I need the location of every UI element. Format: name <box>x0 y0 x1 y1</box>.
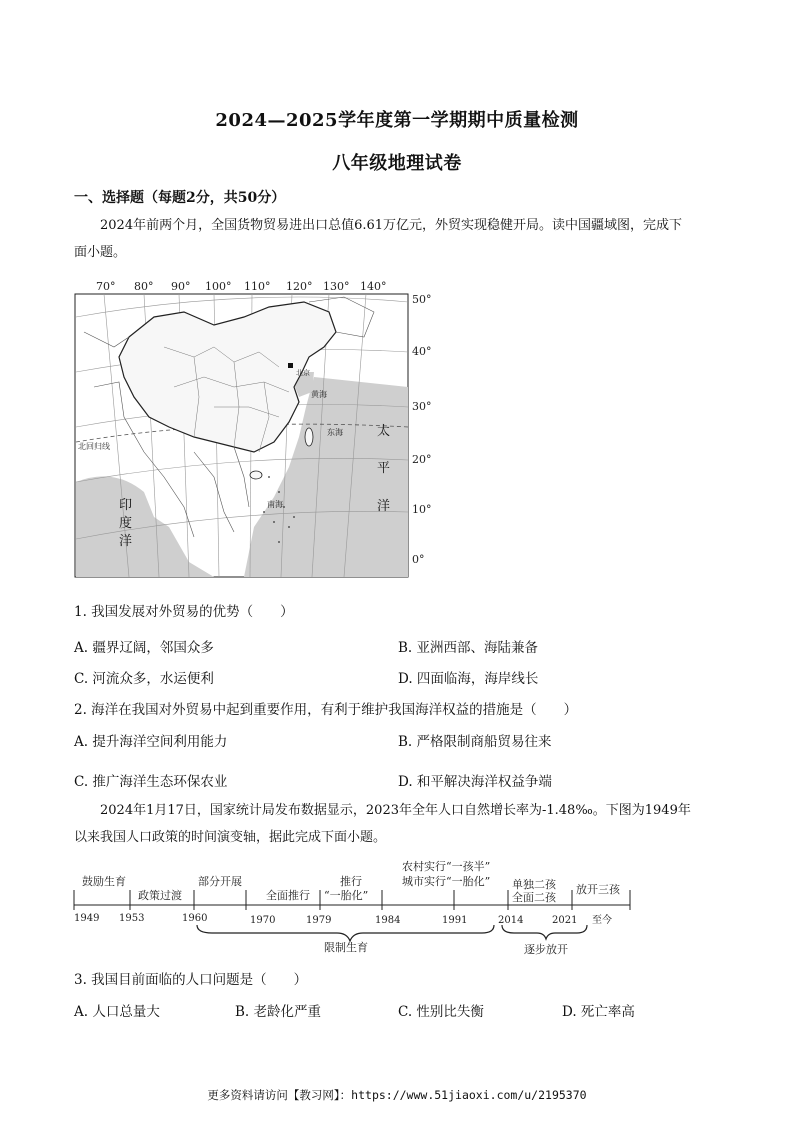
lon-label: 100° <box>205 280 232 293</box>
year-label: 1970 <box>250 915 276 926</box>
phase-label: 放开三孩 <box>576 883 620 896</box>
intro-passage-2 <box>74 797 724 851</box>
intro-passage-1 <box>74 212 724 266</box>
lon-label: 110° <box>244 280 271 293</box>
exam-subtitle: 八年级地理试卷 <box>332 153 462 174</box>
pacific-char: 太 <box>377 424 391 439</box>
exam-title: 2024—2025学年度第一学期期中质量检测 <box>215 110 579 131</box>
intro-passage-1-line2: 面小题。 <box>74 245 127 260</box>
lon-label: 140° <box>360 280 387 293</box>
year-label: 1979 <box>306 915 332 926</box>
year-label: 1949 <box>74 913 100 924</box>
q2-option-a[interactable]: A. 提升海洋空间利用能力 <box>74 734 228 750</box>
year-label: 1984 <box>375 915 401 926</box>
lon-label: 130° <box>323 280 350 293</box>
population-policy-timeline <box>72 855 642 955</box>
pacific-char: 平 <box>377 461 391 476</box>
lat-label: 0° <box>412 553 425 566</box>
lon-label: 70° <box>96 280 116 293</box>
pacific-char: 洋 <box>377 499 391 514</box>
intro-passage-1-line1: 2024年前两个月，全国货物贸易进出口总值6.61万亿元，外贸实现稳健开局。读中国疆域图，完成下 <box>100 218 683 233</box>
q1-option-b[interactable]: B. 亚洲西部、海陆兼备 <box>398 640 539 656</box>
brace-label-relax: 逐步放开 <box>524 943 568 955</box>
capital-marker <box>288 363 293 368</box>
lat-label: 10° <box>412 503 432 516</box>
q1-option-a[interactable]: A. 疆界辽阔，邻国众多 <box>74 640 214 656</box>
lat-label: 30° <box>412 400 432 413</box>
q2-option-b[interactable]: B. 严格限制商船贸易往来 <box>398 734 552 750</box>
q3-option-c[interactable]: C. 性别比失衡 <box>398 1004 484 1020</box>
sea-label-east: 东海 <box>327 428 343 437</box>
lat-label: 20° <box>412 453 432 466</box>
sea-label-yellow: 黄海 <box>311 390 327 399</box>
intro-passage-2-line2: 以来我国人口政策的时间演变轴，据此完成下面小题。 <box>74 830 387 845</box>
phase-label: 全面推行 <box>266 889 310 902</box>
year-label: 2021 <box>552 915 578 926</box>
year-label: 1960 <box>182 913 208 924</box>
q1-option-c[interactable]: C. 河流众多，水运便利 <box>74 671 214 687</box>
lon-label: 90° <box>171 280 191 293</box>
phase-label: 城市实行“一胎化” <box>402 875 491 888</box>
q3-option-b[interactable]: B. 老龄化严重 <box>235 1004 322 1020</box>
q2-option-c[interactable]: C. 推广海洋生态环保农业 <box>74 774 228 790</box>
year-label: 1953 <box>119 913 145 924</box>
lat-label: 50° <box>412 293 432 306</box>
question-1-stem: 1. 我国发展对外贸易的优势（ ） <box>74 604 294 620</box>
phase-label: 鼓励生育 <box>82 875 126 888</box>
lat-label: 40° <box>412 345 432 358</box>
phase-label: 单独二孩 <box>512 878 556 891</box>
sea-label-south: 南海 <box>267 500 283 509</box>
year-label: 1991 <box>442 915 468 926</box>
q3-option-d[interactable]: D. 死亡率高 <box>562 1004 635 1020</box>
q3-option-a[interactable]: A. 人口总量大 <box>74 1004 160 1020</box>
footer-link[interactable]: 更多资料请访问【教习网】：https://www.51jiaoxi.com/u/2195370 <box>207 1088 587 1102</box>
capital-label: 北京 <box>296 369 310 377</box>
phase-label: 政策过渡 <box>138 889 182 902</box>
indian-char: 洋 <box>119 534 133 549</box>
lon-label: 120° <box>286 280 313 293</box>
indian-char: 度 <box>119 516 133 531</box>
phase-label: 部分开展 <box>198 875 242 888</box>
q2-option-d[interactable]: D. 和平解决海洋权益争端 <box>398 774 552 790</box>
phase-label: “一胎化” <box>324 889 369 902</box>
brace-label-limit: 限制生育 <box>324 941 368 954</box>
indian-char: 印 <box>119 498 133 513</box>
question-3-stem: 3. 我国目前面临的人口问题是（ ） <box>74 972 308 988</box>
china-territory-map <box>74 277 436 579</box>
tropic-label: 北回归线 <box>78 442 110 451</box>
phase-label: 农村实行“一孩半” <box>402 860 491 873</box>
phase-label: 推行 <box>340 875 362 888</box>
lon-label: 80° <box>134 280 154 293</box>
section-heading: 一、选择题（每题2分，共50分） <box>74 190 286 206</box>
question-2-stem: 2. 海洋在我国对外贸易中起到重要作用，有利于维护我国海洋权益的措施是（ ） <box>74 702 578 718</box>
phase-label: 全面二孩 <box>512 891 556 904</box>
year-label: 2014 <box>498 915 524 926</box>
intro-passage-2-line1: 2024年1月17日，国家统计局发布数据显示，2023年全年人口自然增长率为-1.48‰。下图为1949年 <box>100 803 691 818</box>
q1-option-d[interactable]: D. 四面临海，海岸线长 <box>398 671 539 687</box>
year-label: 至今 <box>592 915 612 926</box>
